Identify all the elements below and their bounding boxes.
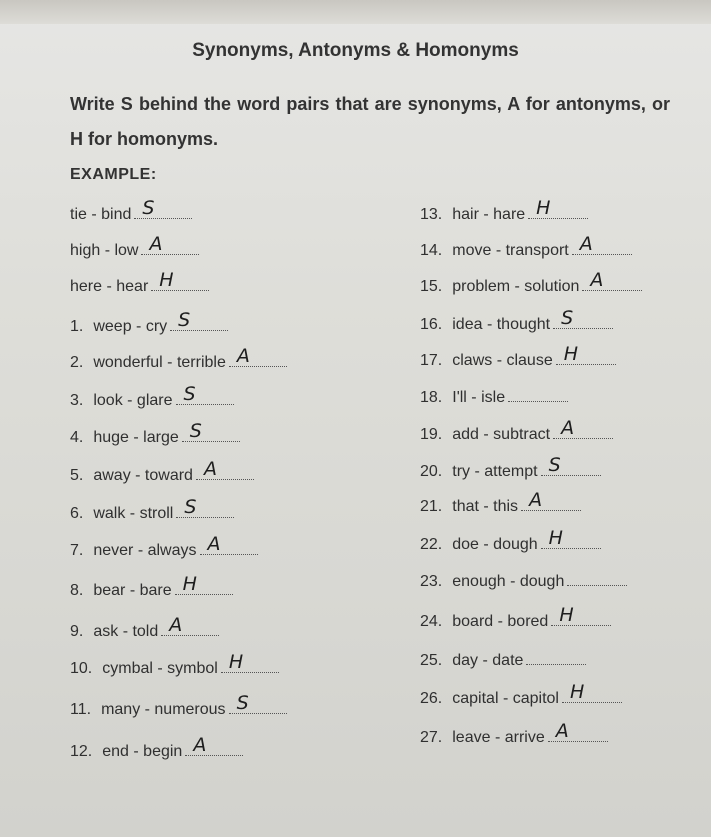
answer-blank[interactable] (141, 233, 199, 255)
answer-blank[interactable] (185, 734, 243, 756)
handwritten-answer: S (178, 309, 191, 331)
handwritten-answer: S (183, 383, 196, 405)
word-pair-item (70, 458, 254, 485)
item-number: 15. (420, 278, 443, 295)
handwritten-answer: A (555, 720, 569, 742)
word-pair-text: never - always (93, 542, 197, 559)
handwritten-answer: S (548, 454, 561, 476)
word-pair-text: try - attempt (452, 463, 538, 480)
word-pair-text: move - transport (452, 242, 569, 259)
word-pair-text: end - begin (102, 743, 183, 760)
word-pair-text: look - glare (93, 392, 173, 409)
word-pair-text: I'll - isle (452, 389, 506, 406)
answer-blank[interactable] (582, 269, 642, 291)
word-pair-item (420, 269, 642, 296)
item-number: 20. (420, 463, 443, 480)
word-pair-text: add - subtract (452, 426, 551, 443)
item-number: 12. (70, 743, 93, 760)
handwritten-answer: S (142, 197, 155, 219)
item-number: 11. (70, 701, 92, 718)
handwritten-answer: S (184, 496, 197, 518)
answer-blank[interactable] (541, 527, 601, 549)
word-pair-item (70, 651, 279, 678)
handwritten-answer: A (203, 458, 217, 480)
answer-blank[interactable] (526, 646, 586, 665)
handwritten-answer: H (559, 604, 574, 626)
word-pair-text: hair - hare (452, 206, 526, 223)
item-number: 16. (420, 316, 443, 333)
word-pair-item (70, 233, 199, 260)
handwritten-answer: A (193, 734, 207, 756)
instructions-text: Write S behind the word pairs that are synonyms, A for antonyms, or H for homonyms. (70, 94, 670, 149)
word-pair-text: day - date (452, 652, 524, 669)
word-pair-text: problem - solution (452, 278, 580, 295)
word-pair-text: huge - large (93, 429, 179, 446)
handwritten-answer: S (236, 692, 249, 714)
answer-blank[interactable] (175, 573, 233, 595)
word-pair-item (420, 489, 581, 516)
handwritten-answer: A (207, 533, 221, 555)
word-pair-item (420, 646, 586, 670)
handwritten-answer: H (159, 269, 174, 291)
item-number: 8. (70, 582, 84, 599)
item-number: 2. (70, 354, 84, 371)
answer-blank[interactable] (567, 567, 627, 586)
handwritten-answer: A (529, 489, 543, 511)
torn-page-edge (0, 0, 711, 24)
answer-blank[interactable] (508, 383, 568, 402)
word-pair-text: many - numerous (101, 701, 226, 718)
word-pair-item (420, 197, 588, 224)
answer-blank[interactable] (548, 720, 608, 742)
item-number: 4. (70, 429, 84, 446)
answer-blank[interactable] (221, 651, 279, 673)
handwritten-answer: H (569, 681, 585, 703)
word-pair-item (420, 233, 632, 260)
answer-blank[interactable] (151, 269, 209, 291)
word-pair-text: here - hear (70, 278, 149, 295)
item-number: 26. (420, 690, 443, 707)
word-pair-item (70, 345, 287, 372)
word-pair-item (420, 307, 613, 334)
word-pair-item (70, 734, 243, 761)
answer-blank[interactable] (572, 233, 632, 255)
word-pair-item (420, 417, 613, 444)
answer-blank[interactable] (182, 420, 240, 442)
item-number: 21. (420, 498, 443, 515)
handwritten-answer: A (169, 614, 183, 636)
answer-blank[interactable] (200, 533, 258, 555)
page-title: Synonyms, Antonyms & Homonyms (192, 40, 519, 61)
word-pair-item (70, 496, 234, 523)
word-pair-item (70, 309, 228, 336)
item-number: 27. (420, 729, 443, 746)
word-pair-text: bear - bare (93, 582, 172, 599)
item-number: 10. (70, 660, 93, 677)
item-number: 23. (420, 573, 443, 590)
word-pair-item (420, 567, 627, 591)
handwritten-answer: S (189, 420, 202, 442)
answer-blank[interactable] (170, 309, 228, 331)
item-number: 7. (70, 542, 84, 559)
handwritten-answer: H (563, 343, 579, 365)
handwritten-answer: A (579, 233, 593, 255)
item-number: 19. (420, 426, 443, 443)
handwritten-answer: H (182, 573, 197, 595)
word-pair-item (70, 420, 240, 447)
answer-blank[interactable] (229, 345, 287, 367)
word-pair-text: weep - cry (93, 318, 168, 335)
word-pair-item (420, 383, 568, 407)
word-pair-text: capital - capitol (452, 690, 559, 707)
item-number: 24. (420, 613, 443, 630)
word-pair-item (70, 197, 192, 224)
word-pair-item (420, 681, 622, 708)
answer-blank[interactable] (551, 604, 611, 626)
word-pair-text: cymbal - symbol (102, 660, 218, 677)
answer-blank[interactable] (196, 458, 254, 480)
answer-blank[interactable] (556, 343, 616, 365)
word-pair-text: claws - clause (452, 352, 553, 369)
answer-blank[interactable] (161, 614, 219, 636)
word-pair-item (420, 527, 601, 554)
handwritten-answer: H (228, 651, 244, 673)
word-pair-item (70, 533, 258, 560)
handwritten-answer: S (561, 307, 574, 329)
word-pair-text: board - bored (452, 613, 549, 630)
handwritten-answer: A (236, 345, 250, 367)
item-number: 3. (70, 392, 84, 409)
word-pair-text: that - this (452, 498, 519, 515)
word-pair-text: leave - arrive (452, 729, 545, 746)
word-pair-item (70, 269, 209, 296)
answer-blank[interactable] (134, 197, 192, 219)
word-pair-text: away - toward (93, 467, 193, 484)
answer-blank[interactable] (562, 681, 622, 703)
item-number: 14. (420, 242, 443, 259)
item-number: 5. (70, 467, 84, 484)
answer-blank[interactable] (553, 417, 613, 439)
item-number: 25. (420, 652, 443, 669)
word-pair-text: high - low (70, 242, 139, 259)
word-pair-item (420, 343, 616, 370)
item-number: 17. (420, 352, 443, 369)
handwritten-answer: A (590, 269, 604, 291)
word-pair-item (70, 692, 287, 719)
word-pair-item (70, 573, 233, 600)
word-pair-text: idea - thought (452, 316, 551, 333)
answer-blank[interactable] (229, 692, 287, 714)
item-number: 22. (420, 536, 443, 553)
answer-blank[interactable] (553, 307, 613, 329)
word-pair-text: walk - stroll (93, 505, 174, 522)
handwritten-answer: H (536, 197, 551, 219)
item-number: 6. (70, 505, 84, 522)
item-number: 1. (70, 318, 84, 335)
word-pair-item (420, 454, 601, 481)
word-pair-text: wonderful - terrible (93, 354, 226, 371)
handwritten-answer: A (149, 233, 163, 255)
word-pair-text: ask - told (93, 623, 159, 640)
word-pair-item (70, 614, 219, 641)
answer-blank[interactable] (176, 496, 234, 518)
handwritten-answer: H (548, 527, 563, 549)
word-pair-item (70, 383, 234, 410)
answer-blank[interactable] (541, 454, 601, 476)
word-pair-item (420, 720, 608, 747)
word-pair-text: tie - bind (70, 206, 132, 223)
item-number: 18. (420, 389, 443, 406)
item-number: 13. (420, 206, 443, 223)
example-label: EXAMPLE: (70, 166, 157, 183)
handwritten-answer: A (561, 417, 575, 439)
word-pair-item (420, 604, 611, 631)
answer-blank[interactable] (176, 383, 234, 405)
answer-blank[interactable] (521, 489, 581, 511)
word-pair-text: doe - dough (452, 536, 538, 553)
item-number: 9. (70, 623, 84, 640)
word-pair-text: enough - dough (452, 573, 565, 590)
answer-blank[interactable] (528, 197, 588, 219)
